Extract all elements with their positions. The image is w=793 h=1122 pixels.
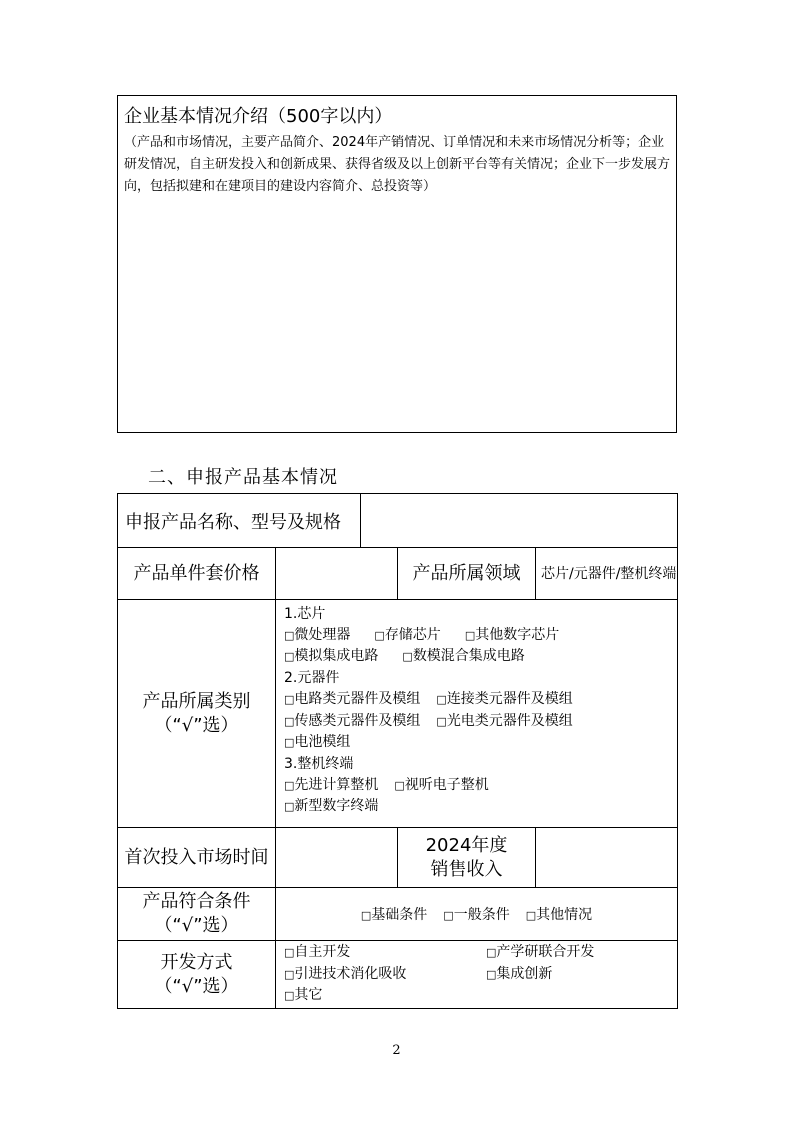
checkbox-option[interactable] (284, 691, 420, 707)
checkbox-label: 基础条件 (371, 907, 428, 923)
unit-price-field[interactable] (276, 548, 398, 600)
checkbox-label: 数模混合集成电路 (412, 648, 525, 665)
checkbox-icon[interactable]: □ (374, 628, 385, 642)
checkbox-option[interactable] (374, 627, 440, 643)
checkbox-label: 先进计算整机 (294, 776, 379, 793)
dev-option-row (284, 942, 671, 964)
checkbox-icon[interactable]: □ (284, 967, 295, 981)
checkbox-label: 其他情况 (536, 907, 593, 923)
category-option-row (284, 711, 671, 733)
checkbox-option[interactable] (361, 907, 427, 923)
conditions-label-cell (118, 888, 276, 941)
checkbox-icon[interactable]: □ (284, 714, 295, 728)
category-hint: （“√”选） (154, 714, 239, 736)
checkbox-icon[interactable]: □ (360, 909, 372, 922)
checkbox-label: 存储芯片 (384, 626, 441, 643)
checkbox-option[interactable] (284, 942, 486, 964)
checkbox-option[interactable] (443, 907, 509, 923)
dev-label: 开发方式 (160, 951, 233, 973)
category-group-title: 3.整机终端 (284, 755, 354, 772)
checkbox-label: 自主开发 (294, 944, 351, 960)
category-option-row (284, 646, 671, 668)
checkbox-option[interactable] (526, 907, 592, 923)
checkbox-icon[interactable]: □ (443, 909, 454, 922)
conditions-options (276, 888, 678, 941)
category-option-row (284, 775, 671, 797)
checkbox-label: 连接类元器件及模组 (446, 690, 573, 707)
checkbox-label: 模拟集成电路 (294, 648, 379, 665)
checkbox-label: 光电类元器件及模组 (446, 712, 573, 729)
product-name-label: 申报产品名称、型号及规格 (118, 494, 361, 548)
checkbox-option[interactable] (284, 627, 350, 643)
checkbox-label: 一般条件 (453, 907, 510, 923)
checkbox-icon[interactable]: □ (284, 989, 295, 1003)
table-row (118, 548, 678, 600)
company-intro-box (117, 95, 677, 433)
table-row (118, 888, 678, 941)
checkbox-icon[interactable]: □ (394, 778, 405, 792)
domain-label: 产品所属领域 (398, 548, 536, 600)
checkbox-icon[interactable]: □ (284, 628, 295, 642)
page-number: 2 (392, 1043, 401, 1058)
checkbox-label: 集成创新 (496, 965, 553, 982)
checkbox-icon[interactable]: □ (284, 800, 295, 814)
checkbox-icon[interactable]: □ (486, 967, 497, 981)
domain-value[interactable]: 芯片/元器件/整机终端 (536, 548, 678, 600)
checkbox-option[interactable] (394, 777, 488, 793)
checkbox-label: 其它 (294, 987, 323, 1004)
checkbox-icon[interactable]: □ (486, 946, 497, 959)
checkbox-option[interactable] (284, 777, 378, 793)
checkbox-label: 微处理器 (294, 626, 351, 643)
sales-label: 2024年度销售收入 (398, 828, 536, 888)
checkbox-option[interactable] (284, 964, 486, 986)
dev-label-cell (118, 941, 276, 1009)
checkbox-option[interactable] (284, 648, 378, 664)
sales-field[interactable] (536, 828, 678, 888)
category-option-row (284, 732, 671, 754)
category-option-row (284, 625, 671, 647)
intro-description: （产品和市场情况，主要产品简介、2024年产销情况、订单情况和未来市场情况分析等；企业研发情况，自主研发投入和创新成果、获得省级及以上创新平台等有关情况；企业下一步发展方向，包括拟建和在建项目的建设内容简介、总投资等） (124, 135, 671, 194)
checkbox-icon[interactable]: □ (464, 628, 476, 642)
checkbox-label: 引进技术消化吸收 (294, 965, 407, 982)
table-row (118, 828, 678, 888)
intro-title: 企业基本情况介绍（500字以内） (124, 106, 393, 127)
dev-option-row (284, 985, 671, 1007)
checkbox-icon[interactable]: □ (284, 692, 295, 706)
product-name-field[interactable] (361, 494, 678, 548)
unit-price-label: 产品单件套价格 (118, 548, 276, 600)
category-label: 产品所属类别 (142, 690, 251, 712)
checkbox-label: 传感类元器件及模组 (294, 712, 421, 729)
conditions-hint: （“√”选） (154, 915, 239, 936)
checkbox-icon[interactable]: □ (525, 909, 537, 922)
checkbox-icon[interactable]: □ (402, 650, 413, 664)
category-group-title: 2.元器件 (284, 670, 340, 687)
first-market-label: 首次投入市场时间 (118, 828, 276, 888)
checkbox-option[interactable] (284, 713, 420, 729)
category-option-row (284, 796, 671, 818)
first-market-field[interactable] (276, 828, 398, 888)
dev-options (276, 941, 678, 1009)
table-row (118, 494, 678, 548)
checkbox-option[interactable] (284, 798, 378, 814)
checkbox-option[interactable] (284, 734, 350, 750)
table-row (118, 600, 678, 828)
dev-option-row (284, 964, 671, 986)
checkbox-option[interactable] (465, 627, 559, 643)
conditions-label: 产品符合条件 (142, 891, 251, 912)
category-option-row (284, 689, 671, 711)
checkbox-label: 其他数字芯片 (475, 626, 560, 643)
checkbox-option[interactable] (436, 691, 572, 707)
checkbox-icon[interactable]: □ (436, 692, 447, 706)
checkbox-icon[interactable]: □ (284, 650, 295, 664)
checkbox-option[interactable] (402, 648, 524, 664)
checkbox-label: 电池模组 (294, 734, 351, 751)
product-info-table (117, 493, 678, 1009)
checkbox-option[interactable] (486, 964, 552, 986)
section-heading: 二、申报产品基本情况 (148, 467, 338, 488)
checkbox-option[interactable] (284, 985, 486, 1007)
checkbox-label: 电路类元器件及模组 (294, 690, 421, 707)
checkbox-option[interactable] (436, 713, 572, 729)
table-row (118, 941, 678, 1009)
category-label-cell (118, 600, 276, 828)
checkbox-label: 视听电子整机 (404, 776, 489, 793)
checkbox-icon[interactable]: □ (284, 946, 295, 959)
checkbox-option[interactable] (486, 942, 594, 964)
checkbox-icon[interactable]: □ (284, 778, 295, 792)
category-group-title: 1.芯片 (284, 606, 326, 622)
category-options (276, 600, 678, 828)
dev-hint: （“√”选） (154, 975, 239, 997)
checkbox-icon[interactable]: □ (436, 714, 447, 728)
checkbox-icon[interactable]: □ (284, 736, 295, 750)
checkbox-label: 产学研联合开发 (496, 944, 595, 960)
checkbox-label: 新型数字终端 (294, 798, 379, 815)
